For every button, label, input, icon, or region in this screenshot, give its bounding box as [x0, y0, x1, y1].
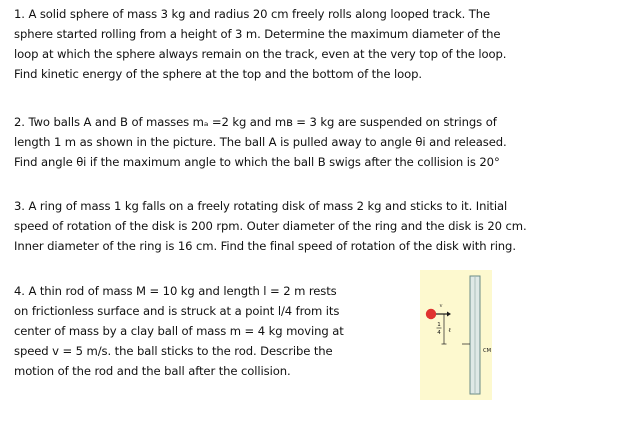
problem-2-line: 2. Two balls A and B of masses mₐ =2 kg and mʙ = 3 kg are suspended on strings of	[14, 115, 497, 129]
quarter-length-numerator: 1	[437, 322, 441, 328]
quarter-length-denominator: 4	[437, 330, 441, 336]
problem-4-line: motion of the rod and the ball after the collision.	[14, 364, 291, 378]
cm-label: CM	[483, 348, 492, 354]
problem-1-line: Find kinetic energy of the sphere at the top and the bottom of the loop.	[14, 67, 422, 81]
problem-4-line: center of mass by a clay ball of mass m = 4 kg moving at	[14, 324, 344, 338]
problem-3-line: speed of rotation of the disk is 200 rpm. Outer diameter of the ring and the disk is 20 cm.	[14, 219, 527, 233]
figure-background	[420, 270, 492, 400]
problem-2-line: Find angle θi if the maximum angle to which the ball B swigs after the collision is 20°	[14, 155, 500, 169]
problem-1-line: loop at which the sphere always remain on the track, even at the very top of the loop.	[14, 47, 507, 61]
problem-4-line: speed v = 5 m/s. the ball sticks to the rod. Describe the	[14, 344, 333, 358]
problem-3-line: Inner diameter of the ring is 16 cm. Find the final speed of rotation of the disk with ring.	[14, 239, 516, 253]
problem-1-line: sphere started rolling from a height of 3 m. Determine the maximum diameter of the	[14, 27, 501, 41]
problem-4-line: on frictionless surface and is struck at a point l/4 from its	[14, 304, 340, 318]
problem-2-line: length 1 m as shown in the picture. The ball A is pulled away to angle θi and released.	[14, 135, 507, 149]
velocity-label: v	[439, 303, 443, 309]
rod-collision-diagram	[420, 270, 492, 400]
problem-1	[14, 4, 610, 84]
problem-4	[14, 281, 404, 381]
length-symbol: ℓ	[448, 327, 451, 334]
problem-3	[14, 196, 610, 256]
clay-ball	[426, 309, 436, 319]
problem-2	[14, 112, 610, 172]
rod-collision-figure	[420, 270, 492, 400]
problem-1-line: 1. A solid sphere of mass 3 kg and radius 20 cm freely rolls along looped track. The	[14, 7, 491, 21]
problem-4-line: 4. A thin rod of mass M = 10 kg and length l = 2 m rests	[14, 284, 337, 298]
problem-3-line: 3. A ring of mass 1 kg falls on a freely rotating disk of mass 2 kg and sticks to it. Initial	[14, 199, 508, 213]
